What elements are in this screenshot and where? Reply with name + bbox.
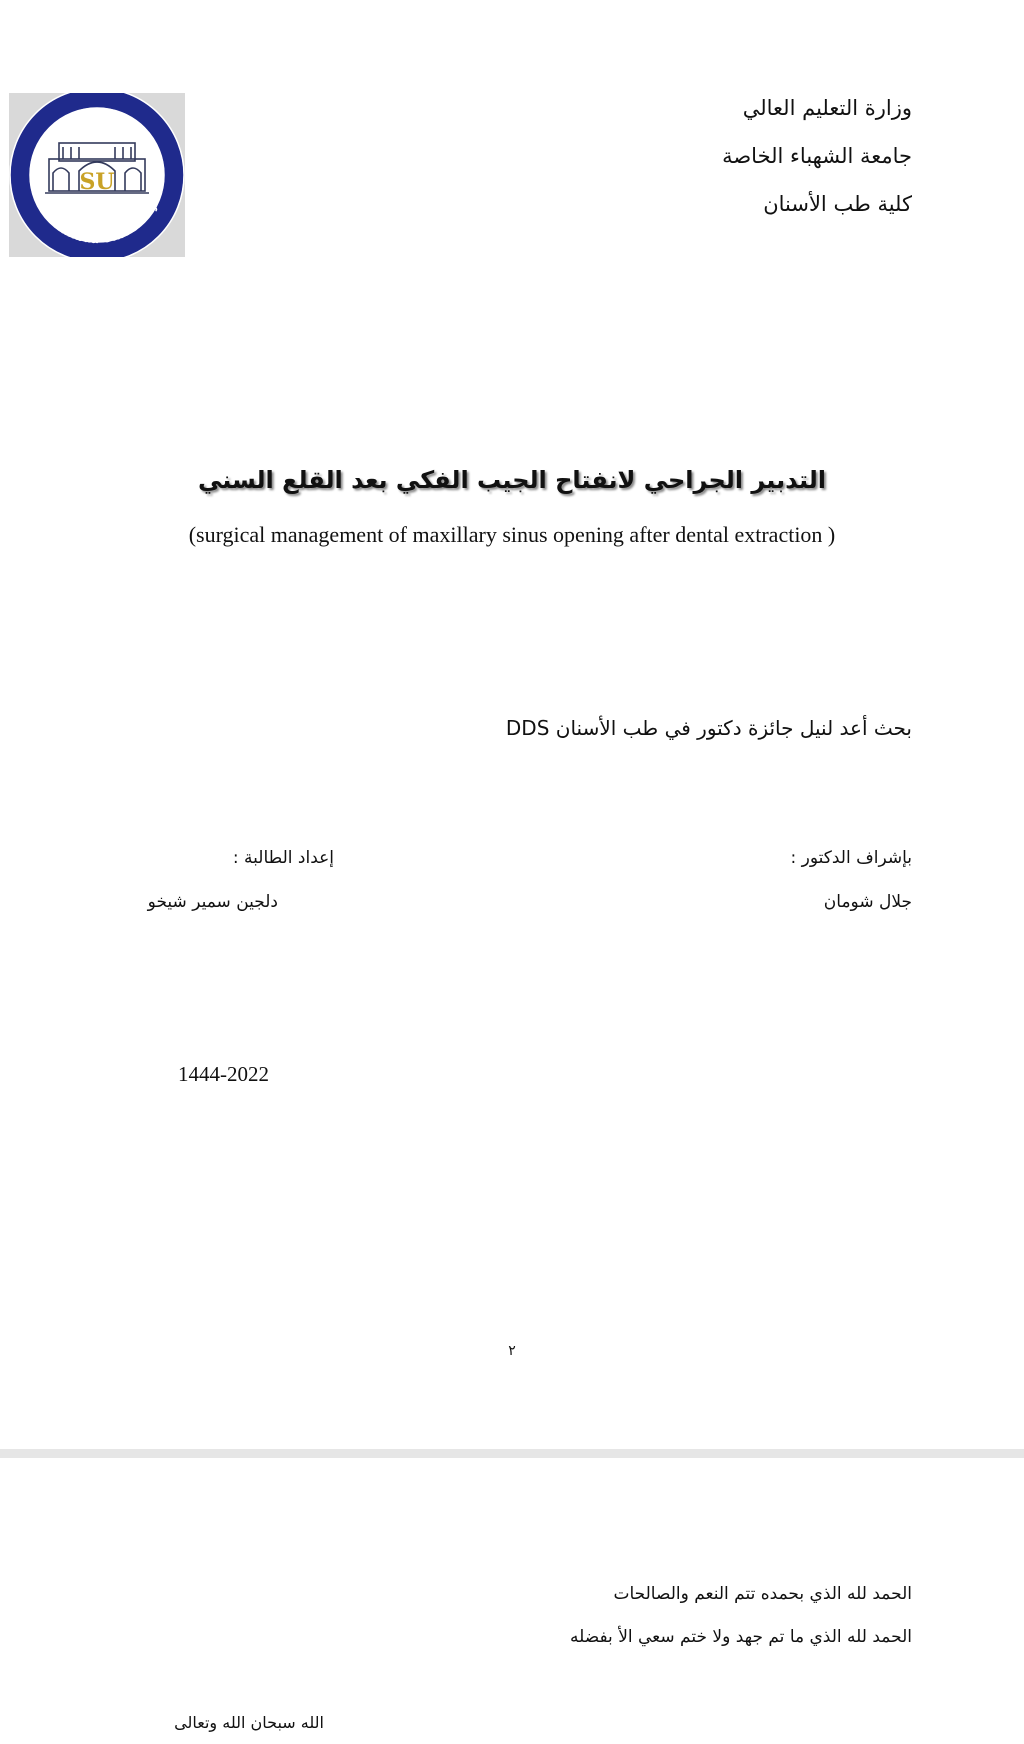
seal-monogram: SU: [79, 169, 115, 195]
faculty-name: كلية طب الأسنان: [763, 192, 912, 216]
academic-year: 1444-2022: [178, 1062, 269, 1086]
thesis-title-arabic: التدبير الجراحي لانفتاح الجيب الفكي بعد القلع السني: [197, 466, 826, 494]
dedication-line-1: الحمد لله الذي بحمده تتم النعم والصالحات: [613, 1584, 912, 1604]
dedication-line-2: الحمد لله الذي ما تم جهد ولا ختم سعي الأ بفضله: [569, 1627, 912, 1647]
page-number: ٢: [508, 1343, 516, 1359]
student-label: إعداد الطالبة :: [232, 848, 334, 868]
supervisor-name: جلال شومان: [823, 892, 912, 912]
thesis-title-english: (surgical management of maxillary sinus opening after dental extraction ): [188, 522, 836, 547]
ministry-name: وزارة التعليم العالي: [742, 96, 912, 120]
seal-top-text: جامعة الشهباء الخاصة: [35, 105, 159, 151]
student-name: دلجين سمير شيخو: [147, 892, 278, 912]
university-seal-logo-icon: [9, 93, 185, 257]
dedication-line-3: الله سبحان الله وتعالى: [174, 1713, 324, 1732]
university-logo: [9, 93, 185, 257]
research-statement: بحث أعد لنيل جائزة دكتور في طب الأسنان DDS: [505, 716, 912, 740]
supervisor-label: بإشراف الدكتور :: [790, 848, 912, 868]
seal-bottom-text: Al-Shahbaa University: [34, 199, 160, 247]
university-name: جامعة الشهباء الخاصة: [722, 144, 912, 168]
page-separator: [0, 1449, 1024, 1458]
